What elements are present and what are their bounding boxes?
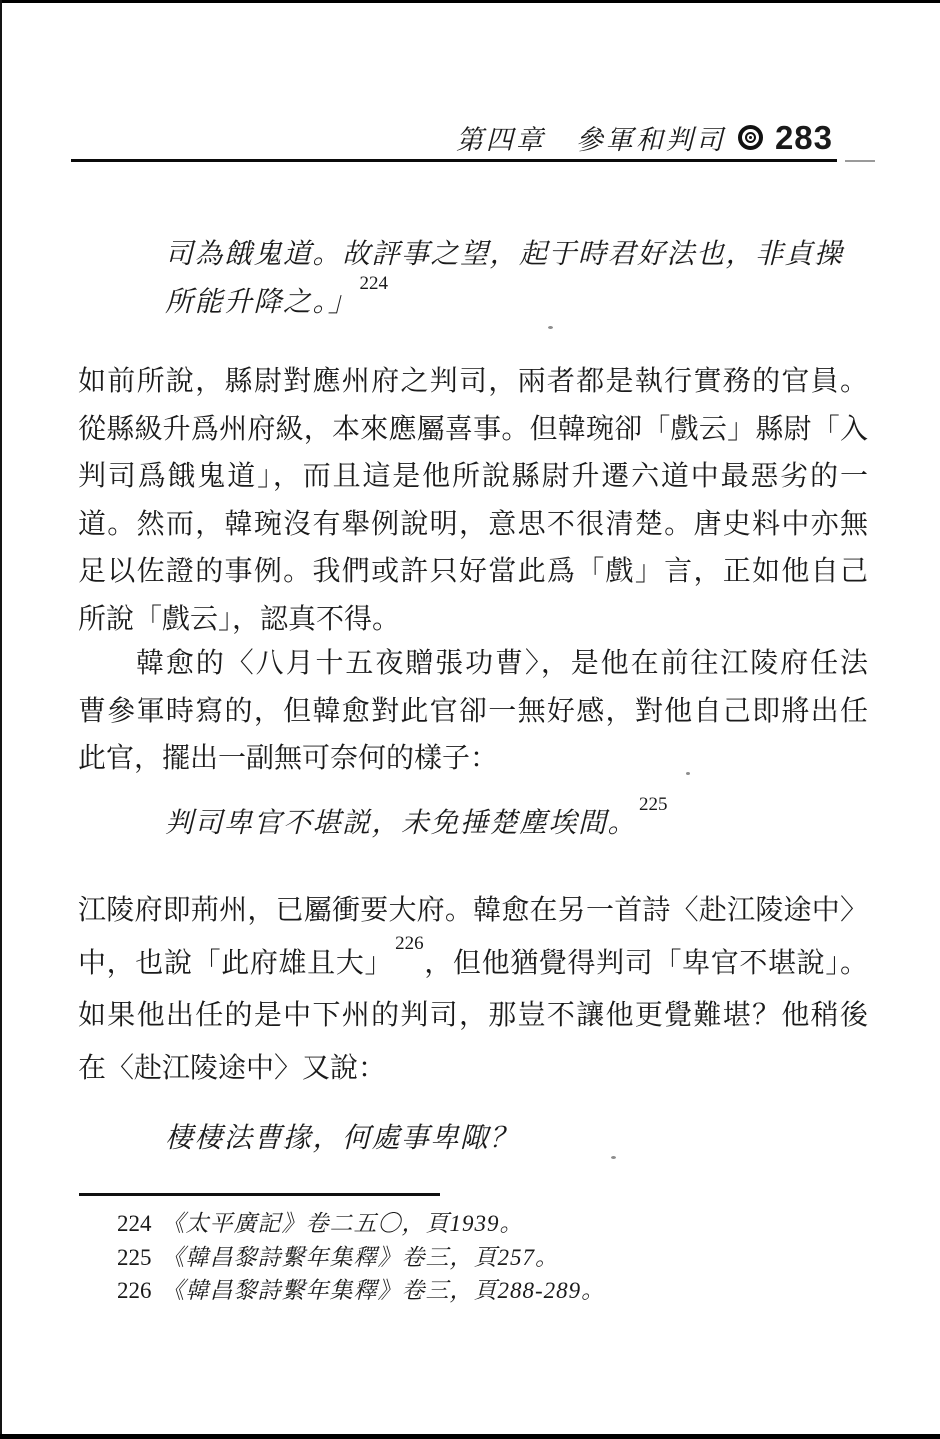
footnote-225 bbox=[117, 1241, 605, 1275]
body-line: 韓愈的〈八月十五夜贈張功曹〉，是他在前往江陵府任法 bbox=[136, 648, 868, 679]
footnote-226 bbox=[117, 1274, 605, 1308]
quote-text: 判司卑官不堪説，未免捶楚塵埃間。 bbox=[165, 808, 638, 839]
block-quote-1 bbox=[165, 231, 875, 327]
chapter-title: 第四章 參軍和判司 bbox=[455, 125, 726, 155]
quote-line bbox=[165, 272, 875, 327]
bullseye-icon bbox=[738, 125, 763, 150]
footnote-number: 225 bbox=[117, 1244, 152, 1270]
footnote-ref-225: 225 bbox=[639, 793, 668, 815]
page-number: 283 bbox=[774, 118, 833, 156]
scan-edge-top bbox=[0, 0, 940, 3]
quote-line: 棲棲法曹掾，何處事卑陬？ bbox=[165, 1123, 520, 1154]
body-line: 足以佐證的事例。我們或許只好當此爲「戲」言，正如他自己 bbox=[78, 556, 868, 587]
body-line: 如前所說，縣尉對應州府之判司，兩者都是執行實務的官員。 bbox=[78, 366, 868, 397]
paragraph-1 bbox=[78, 358, 868, 643]
footnote-number: 226 bbox=[117, 1278, 152, 1303]
body-text: ，但他猶覺得判司「卑官不堪說」。 bbox=[423, 947, 868, 979]
body-line: 在〈赴江陵途中〉又說： bbox=[78, 1052, 387, 1084]
footnote-separator-rule bbox=[79, 1193, 440, 1196]
header-rule bbox=[71, 159, 837, 162]
scan-edge-left bbox=[0, 0, 2, 1439]
footnote-224 bbox=[117, 1207, 605, 1241]
scan-edge-bottom bbox=[0, 1434, 940, 1439]
body-line: 曹參軍時寫的，但韓愈對此官卻一無好感，對他自己即將出任 bbox=[78, 695, 868, 727]
footnote-number: 224 bbox=[117, 1211, 152, 1236]
body-line: 此官，擺出一副無可奈何的樣子： bbox=[78, 743, 499, 774]
footnote-ref-224: 224 bbox=[359, 272, 389, 294]
quote-line bbox=[165, 793, 875, 848]
body-line: 如果他出任的是中下州的判司，那豈不讓他更覺難堪？他稍後 bbox=[78, 1000, 868, 1031]
block-quote-2 bbox=[165, 793, 875, 848]
paragraph-3 bbox=[78, 885, 868, 1095]
header-rule-smudge bbox=[845, 160, 875, 162]
paragraph-2 bbox=[78, 640, 868, 783]
footnote-text: 《太平廣記》卷二五〇，頁1939。 bbox=[161, 1211, 524, 1236]
body-line: 所說「戲云」，認真不得。 bbox=[78, 603, 401, 635]
footnote-ref-226: 226 bbox=[395, 933, 424, 955]
body-line: 道。然而，韓琬沒有舉例說明，意思不很清楚。唐史料中亦無 bbox=[78, 508, 868, 540]
scan-speck bbox=[548, 326, 553, 329]
body-line: 江陵府即荊州，已屬衝要大府。韓愈在另一首詩〈赴江陵途中〉 bbox=[78, 895, 868, 926]
body-line bbox=[78, 933, 868, 991]
scan-speck bbox=[686, 772, 690, 775]
body-line: 從縣級升爲州府級，本來應屬喜事。但韓琬卻「戲云」縣尉「入 bbox=[78, 413, 868, 445]
footnotes bbox=[117, 1207, 605, 1308]
running-header bbox=[456, 118, 833, 157]
quote-line: 司為餓鬼道。故評事之望，起于時君好法也，非貞操 bbox=[165, 239, 844, 270]
footnote-text: 《韓昌黎詩繫年集釋》卷三，頁288-289。 bbox=[161, 1278, 606, 1303]
body-text: 中，也說「此府雄且大」 bbox=[78, 947, 394, 979]
scan-speck bbox=[611, 1156, 616, 1159]
body-line: 判司爲餓鬼道」，而且這是他所說縣尉升遷六道中最惡劣的一 bbox=[78, 461, 868, 492]
block-quote-3 bbox=[165, 1115, 875, 1163]
quote-text: 所能升降之。」 bbox=[165, 287, 358, 318]
footnote-text: 《韓昌黎詩繫年集釋》卷三，頁257。 bbox=[161, 1244, 559, 1270]
